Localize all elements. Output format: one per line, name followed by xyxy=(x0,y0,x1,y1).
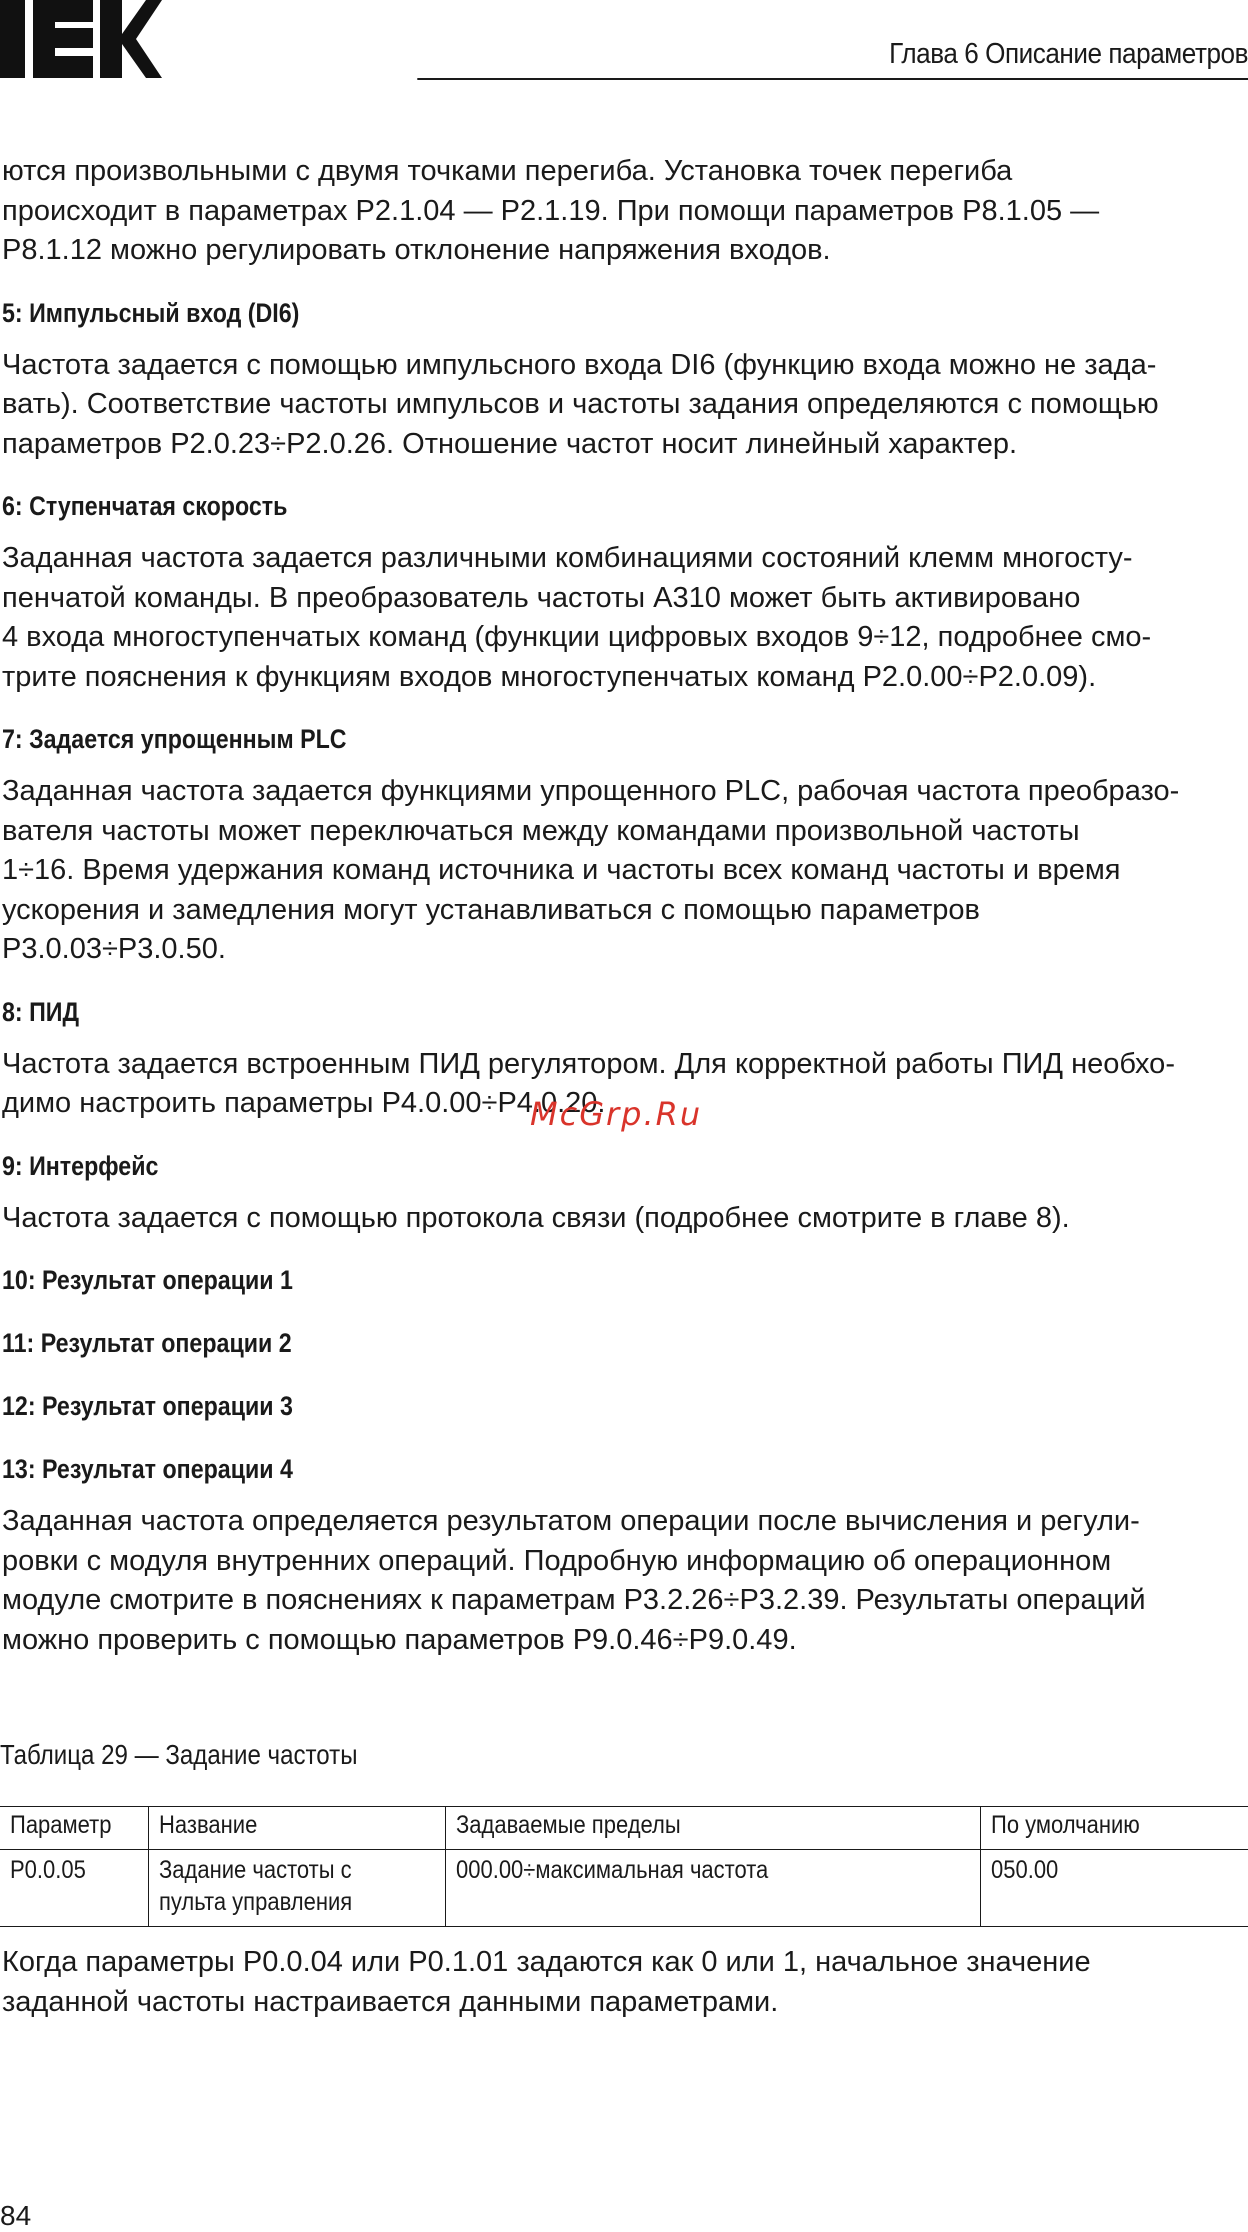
text-line: ускорения и замедления могут устанавливаться с помощью параметров xyxy=(2,893,980,926)
text-line: Частота задается с помощью протокола связи (подробнее смотрите в главе 8). xyxy=(2,1201,1070,1234)
frequency-table xyxy=(0,1806,1248,1927)
after-table-paragraph xyxy=(2,1943,1091,2022)
text-line: Заданная частота определяется результатом операции после вычисления и регули- xyxy=(2,1505,1140,1537)
text-line: происходит в параметрах P2.1.04 — P2.1.19. При помощи параметров P8.1.05 — xyxy=(2,194,1100,227)
iek-logo xyxy=(0,0,162,78)
cell-name-line: Задание частоты с xyxy=(158,1856,352,1884)
text-line: пенчатой команды. В преобразователь частоты A310 может быть активировано xyxy=(2,581,1081,614)
table-header-cell xyxy=(980,1807,1248,1850)
header-name: Название xyxy=(158,1811,257,1839)
text-line: ровки с модуля внутренних операций. Подробную информацию об операционном xyxy=(2,1544,1112,1577)
table-header-cell xyxy=(445,1807,980,1850)
cell-param: P0.0.05 xyxy=(10,1856,86,1884)
section-paragraph-5 xyxy=(2,346,1246,465)
text-line: вать). Соответствие частоты импульсов и частоты задания определяются с помощью xyxy=(2,388,1159,420)
header-range: Задаваемые пределы xyxy=(455,1811,681,1839)
text-line: можно проверить с помощью параметров P9.0.46÷P9.0.49. xyxy=(2,1623,797,1656)
table-row xyxy=(0,1850,1248,1927)
text-line: 1÷16. Время удержания команд источника и частоты всех команд частоты и время xyxy=(2,854,1121,886)
text-line: модуле смотрите в пояснениях к параметрам P3.2.26÷P3.2.39. Результаты операций xyxy=(2,1584,1146,1616)
text-line: Частота задается с помощью импульсного входа DI6 (функцию входа можно не зада- xyxy=(2,348,1157,381)
table-cell xyxy=(445,1850,980,1927)
section-paragraph-7 xyxy=(2,772,1246,970)
main-content xyxy=(2,152,1246,1683)
table-caption: Таблица 29 — Задание частоты xyxy=(0,1739,358,1770)
section-heading-13: 13: Результат операции 4 xyxy=(2,1454,293,1484)
text-line: трите пояснения к функциям входов многоступенчатых команд P2.0.00÷P2.0.09). xyxy=(2,660,1097,693)
text-line: вателя частоты может переключаться между командами произвольной частоты xyxy=(2,814,1080,847)
section-heading-5: 5: Импульсный вход (DI6) xyxy=(2,297,300,328)
cell-range: 000.00÷максимальная частота xyxy=(455,1856,768,1884)
text-line: Заданная частота задается функциями упрощенного PLC, рабочая частота преобразо- xyxy=(2,775,1180,807)
text-line: димо настроить параметры P4.0.00÷P4.0.20. xyxy=(2,1087,606,1119)
section-heading-6: 6: Ступенчатая скорость xyxy=(2,491,288,521)
section-paragraph-13 xyxy=(2,1502,1246,1660)
section-heading-9: 9: Интерфейс xyxy=(2,1150,159,1181)
cell-default: 050.00 xyxy=(990,1856,1058,1884)
cell-name-line: пульта управления xyxy=(158,1888,352,1916)
table-header-row xyxy=(0,1807,1248,1850)
table-cell xyxy=(980,1850,1248,1927)
text-line: Частота задается встроенным ПИД регулятором. Для корректной работы ПИД необхо- xyxy=(2,1047,1175,1080)
table-header-cell xyxy=(0,1807,148,1850)
text-line: 4 входа многоступенчатых команд (функции цифровых входов 9÷12, подробнее смо- xyxy=(2,621,1152,653)
table-cell xyxy=(0,1850,148,1927)
section-heading-7: 7: Задается упрощенным PLC xyxy=(2,724,347,754)
table-header-cell xyxy=(148,1807,445,1850)
section-heading-11: 11: Результат операции 2 xyxy=(2,1328,292,1358)
text-line: P8.1.12 можно регулировать отклонение напряжения входов. xyxy=(2,234,831,266)
section-heading-12: 12: Результат операции 3 xyxy=(2,1391,293,1421)
section-heading-8: 8: ПИД xyxy=(2,996,80,1027)
text-line: заданной частоты настраивается данными параметрами. xyxy=(2,1985,779,2018)
header-default: По умолчанию xyxy=(990,1811,1140,1839)
text-line: Заданная частота задается различными комбинациями состояний клемм многосту- xyxy=(2,542,1133,574)
section-heading-10: 10: Результат операции 1 xyxy=(2,1265,293,1295)
chapter-title: Глава 6 Описание параметров xyxy=(417,38,1248,80)
section-paragraph-9 xyxy=(2,1199,1246,1239)
text-line: Когда параметры P0.0.04 или P0.1.01 задаются как 0 или 1, начальное значение xyxy=(2,1946,1091,1978)
watermark: McGrp.Ru xyxy=(530,1095,703,1133)
page-number: 84 xyxy=(0,2200,32,2231)
text-line: параметров P2.0.23÷P2.0.26. Отношение частот носит линейный характер. xyxy=(2,427,1018,460)
text-line: P3.0.03÷P3.0.50. xyxy=(2,933,226,965)
text-line: ются произвольными с двумя точками перегиба. Установка точек перегиба xyxy=(2,155,1013,187)
intro-paragraph xyxy=(2,152,1246,271)
header-param: Параметр xyxy=(10,1811,112,1839)
section-paragraph-6 xyxy=(2,539,1246,697)
table-cell xyxy=(148,1850,445,1927)
